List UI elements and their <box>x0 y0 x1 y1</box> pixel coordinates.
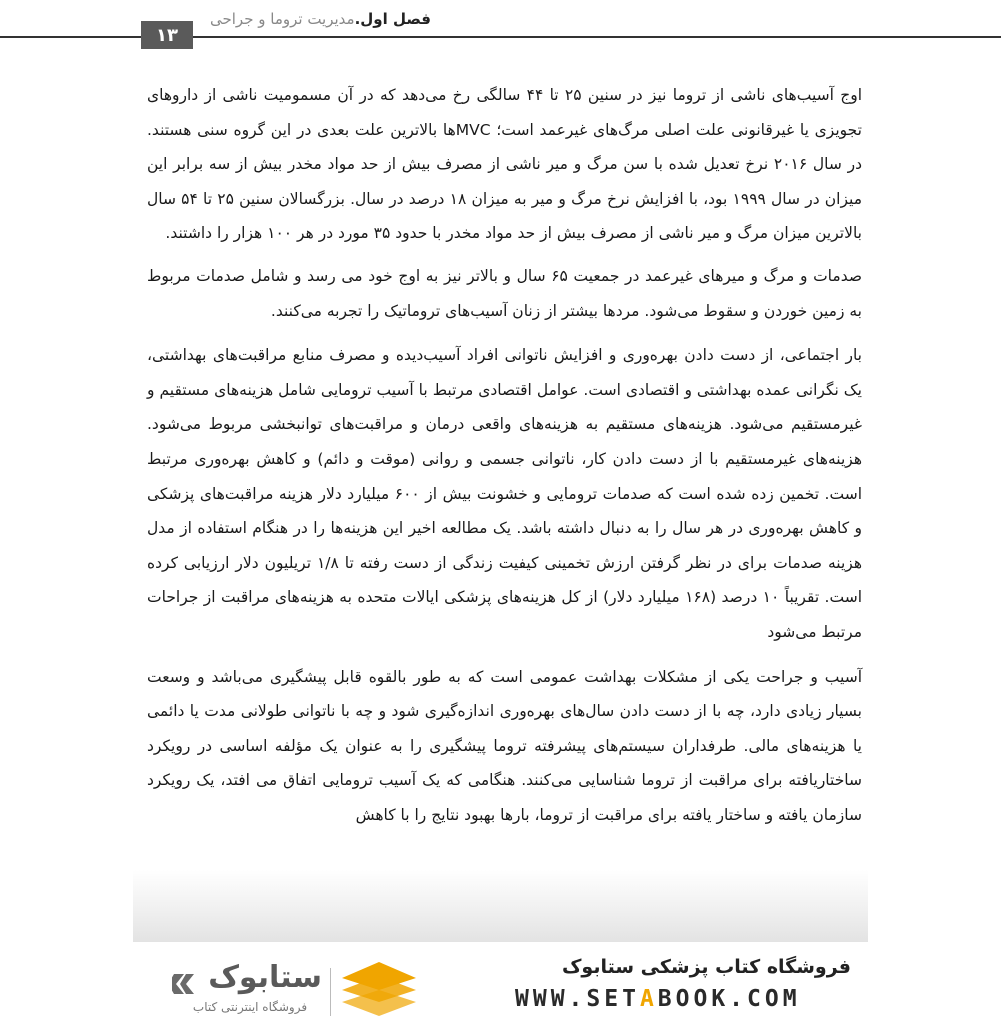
body-text <box>147 78 862 842</box>
running-head <box>210 10 431 28</box>
paragraph: اوج آسیب‌های ناشی از تروما نیز در سنین ۲۵ تا ۴۴ سالگی رخ می‌دهد که در آن مسمومیت ناشی از داروهای تجویزی یا غیرقانونی علت اصلی مرگ‌های غیرعمد است؛ MVCها بالاترین علت بعدی در این گروه سنی هستند. در سال ۲۰۱۶ نرخ تعدیل شده با سن مرگ و میر ناشی از مصرف بیش از حد مواد مخدر بیش از سه برابر این میزان در سال ۱۹۹۹ بود، با افزایش نرخ مرگ و میر به میزان ۱۸ درصد در سال. بزرگسالان سنین ۲۵ تا ۵۴ سال بالاترین میزان مرگ و میر ناشی از مصرف بیش از حد مواد مخدر با حدود ۳۵ مورد در هر ۱۰۰ هزار را داشتند. <box>147 86 862 243</box>
store-name: فروشگاه کتاب پزشکی ستابوک <box>561 956 851 978</box>
paragraph: بار اجتماعی، از دست دادن بهره‌وری و افزایش ناتوانی افراد آسیب‌دیده و مصرف منابع مراقبت‌های بهداشتی، یک نگرانی عمده بهداشتی و اقتصادی است. عوامل اقتصادی مرتبط با آسیب ترومایی شامل هزینه‌های مستقیم و غیرمستقیم می‌شود. هزینه‌های مستقیم به هزینه‌های واقعی درمان و مراقبت‌های توانبخشی مربوط می‌شود. هزینه‌های غیرمستقیم با از دست دادن کار، ناتوانی جسمی و روانی (موقت و دائم) و کاهش بهره‌وری مرتبط است. تخمین زده شده است که صدمات ترومایی و خشونت بیش از ۶۰۰ میلیارد دلار هزینه مراقبت‌های پزشکی و کاهش بهره‌وری در هر سال را به دنبال داشته باشد. یک مطالعه اخیر این هزینه‌ها را در هنگام استفاده از مدل هزینه صدمات برای در نظر گرفتن ارزش تخمینی کیفیت زندگی از دست رفته تا ۱/۸ تریلیون دلار ارزیابی کرده است. تقریباً ۱۰ درصد (۱۶۸ میلیارد دلار) از کل هزینه‌های پزشکی ایالات متحده به هزینه‌های مراقبت از جراحات مرتبط می‌شود <box>147 346 863 641</box>
section-title: مدیریت تروما و جراحی <box>209 10 355 28</box>
url-part-2: BOOK.COM <box>657 986 801 1012</box>
url-part-1: WWW.SET <box>515 986 640 1012</box>
chapter-label: فصل اول. <box>354 10 431 28</box>
logo-divider <box>330 968 331 1016</box>
paragraph: صدمات و مرگ و میرهای غیرعمد در جمعیت ۶۵ سال و بالاتر نیز به اوج خود می رسد و شامل صدمات مربوط به زمین خوردن و سقوط می‌شود. مردها بیشتر از زنان آسیب‌های تروماتیک را تجربه می‌کنند. <box>147 266 862 320</box>
logo-subtitle: فروشگاه اینترنتی کتاب <box>192 1000 308 1014</box>
page-number: ۱۳ <box>141 21 193 49</box>
url-accent: A <box>639 986 658 1012</box>
paragraph: آسیب و جراحت یکی از مشکلات بهداشت عمومی است که به طور بالقوه قابل پیشگیری می‌باشد و وسعت بسیار زیادی دارد، چه با از دست دادن سال‌های بهره‌وری اندازه‌گیری شود و چه با ناتوانی طولانی مدت یا دائمی یا هزینه‌های مالی. طرفداران سیستم‌های پیشرفته تروما پیشگیری را به عنوان یک مؤلفه اساسی در رویکرد ساختاریافته برای مراقبت از تروما شناسایی می‌کنند. هنگامی که یک آسیب ترومایی اتفاق می افتد، یک رویکرد سازمان یافته و ساختار یافته برای مراقبت از تروما، بارها بهبود نتایج را با کاهش <box>147 667 862 824</box>
store-url[interactable] <box>515 986 801 1012</box>
logo-wordmark: ستابوک <box>208 960 322 995</box>
page-fade-overlay <box>133 870 868 942</box>
